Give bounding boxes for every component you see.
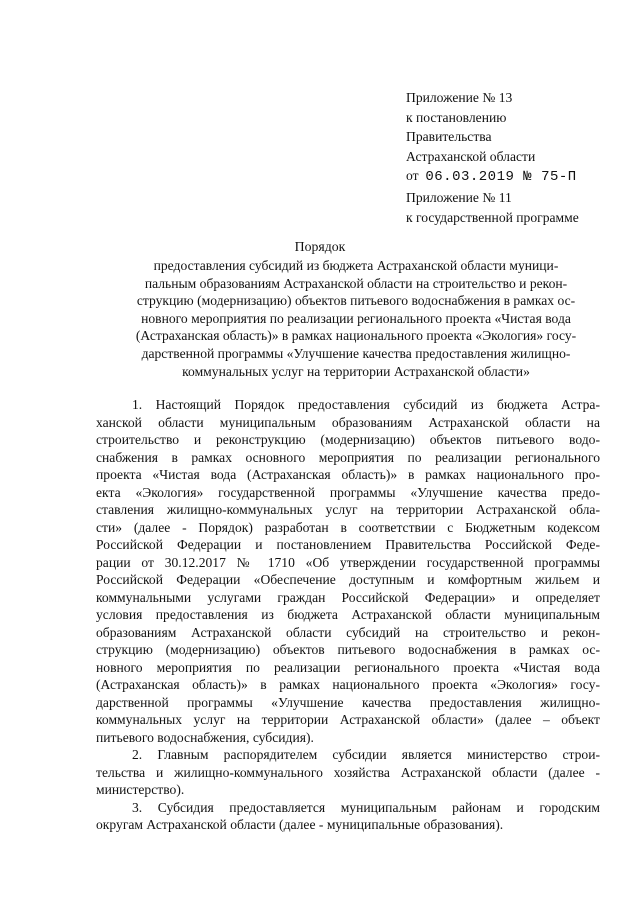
subtitle-line: дарственной программы «Улучшение качества предоставления жилищно-: [141, 345, 571, 361]
appendix-line: Приложение № 13: [406, 90, 513, 105]
appendix-line: Астраханской области: [406, 148, 536, 164]
subtitle-line: пальным образованиям Астраханской области на строительство и рекон-: [144, 275, 568, 291]
paragraph-line: ханской области муниципальным образованиям Астраханской области на: [96, 414, 600, 430]
appendix-header-original: [406, 188, 579, 227]
paragraph-line: условия предоставления из бюджета Астраханской области муниципальным: [96, 607, 600, 622]
date-prefix: от: [406, 168, 419, 183]
subtitle-line: новного мероприятия по реализации регионального проекта «Чистая вода: [141, 310, 571, 326]
paragraph: [96, 396, 600, 746]
paragraph-line: строительство и реконструкцию (модернизацию) объектов питьевого водо-: [96, 432, 600, 447]
paragraph-line: проекта «Чистая вода (Астраханская область)» в рамках национального про-: [96, 467, 600, 482]
subtitle-line: предоставления субсидий из бюджета Астраханской области муници-: [153, 258, 559, 273]
paragraph-line: ставления жилищно-коммунальных услуг на территории Астраханской обла-: [96, 502, 600, 517]
document-body: [96, 396, 600, 834]
paragraph: [96, 799, 600, 834]
paragraph-line: 2. Главным распорядителем субсидии является министерство строи-: [132, 747, 600, 762]
subtitle-line: струкцию (модернизацию) объектов питьевого водоснабжения в рамках ос-: [136, 293, 576, 309]
document-title: Порядок: [294, 239, 346, 254]
document-subtitle: [96, 257, 616, 380]
paragraph-line: коммунальных услуг на территории Астраханской области» (далее – объект: [96, 712, 600, 727]
paragraph-line: 3. Субсидия предоставляется муниципальным районам и городским: [132, 799, 600, 815]
paragraph-line: снабжения в рамках основного мероприятия по реализации регионального: [96, 449, 600, 465]
paragraph-line: струкцию (модернизацию) объектов питьевого водоснабжения в рамках ос-: [96, 642, 600, 657]
paragraph-line: коммунальными услугами граждан Российской Федерации» и определяет: [96, 589, 600, 605]
paragraph-line: (Астраханская область)» в рамках национального проекта «Экология» госу-: [96, 677, 600, 692]
paragraph-line: округам Астраханской области (далее - муниципальные образования).: [96, 817, 504, 832]
subtitle-line: коммунальных услуг на территории Астраханской области»: [182, 363, 530, 379]
appendix-date-line: [406, 166, 577, 188]
paragraph-line: тельства и жилищно-коммунального хозяйства Астраханской области (далее -: [96, 764, 600, 780]
paragraph-line: дарственной программы «Улучшение качества предоставления жилищно-: [96, 694, 600, 710]
paragraph-line: новного мероприятия по реализации регионального проекта «Чистая вода: [96, 659, 600, 675]
subtitle-line: (Астраханская область)» в рамках национального проекта «Экология» госу-: [135, 328, 577, 344]
paragraph-line: министерство).: [96, 782, 185, 797]
paragraph: [96, 746, 600, 799]
paragraph-line: екта «Экология» государственной программы «Улучшение качества предо-: [96, 484, 600, 500]
paragraph-line: 1. Настоящий Порядок предоставления субсидий из бюджета Астра-: [132, 397, 600, 412]
appendix-line: к государственной программе: [406, 209, 579, 225]
appendix-line: Правительства: [406, 129, 492, 144]
paragraph-line: Российской Федерации и постановлением Правительства Российской Феде-: [96, 537, 600, 552]
paragraph-line: питьевого водоснабжения, субсидия).: [96, 729, 314, 745]
appendix-line: Приложение № 11: [406, 190, 512, 205]
paragraph-line: рации от 30.12.2017 № 1710 «Об утверждении государственной программы: [96, 554, 600, 570]
appendix-line: к постановлению: [406, 109, 507, 125]
appendix-header-current: [406, 88, 577, 188]
paragraph-line: сти» (далее - Порядок) разработан в соответствии с Бюджетным кодексом: [96, 519, 600, 535]
paragraph-line: Российской Федерации «Обеспечение доступным и комфортным жильем и: [96, 572, 600, 587]
date-stamp: 06.03.2019 № 75-П: [425, 169, 577, 185]
paragraph-line: образованиям Астраханской области субсидий на строительство и рекон-: [96, 624, 600, 640]
